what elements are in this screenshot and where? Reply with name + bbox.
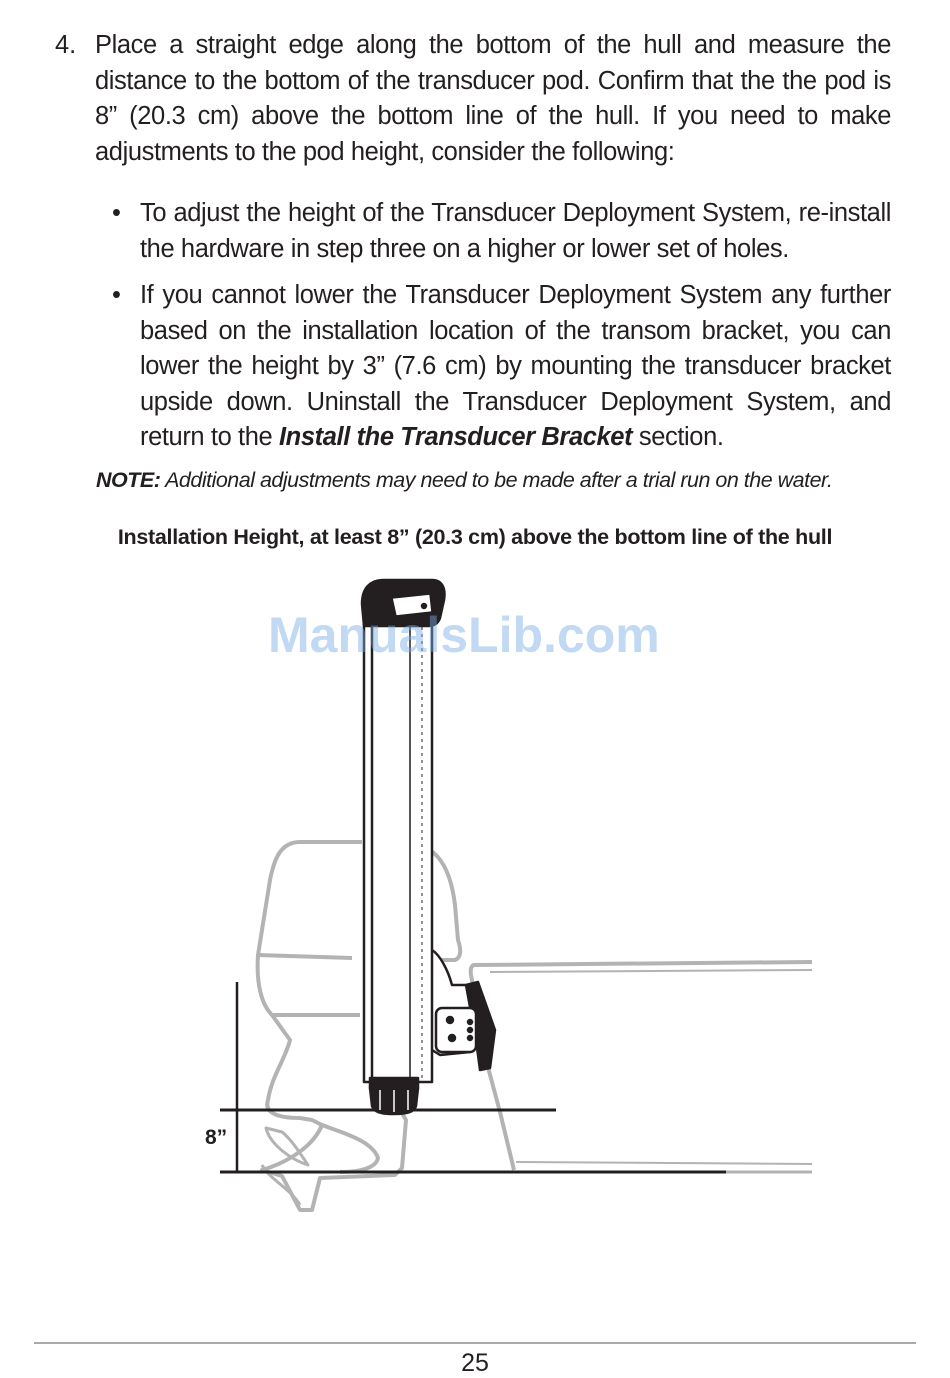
- note-label: NOTE:: [96, 468, 161, 492]
- dimension-label: 8”: [205, 1126, 228, 1149]
- note-text: Additional adjustments may need to be made after a trial run on the water.: [160, 468, 833, 492]
- bullet-icon: •: [112, 199, 121, 227]
- boat-hull-drawing: [471, 962, 812, 1172]
- bullet-tail: section.: [632, 423, 724, 451]
- step-4: [55, 28, 891, 170]
- note: [96, 465, 896, 495]
- step-text: Place a straight edge along the bottom of the hull and measure the distance to the bottom of the transducer pod. Confirm that the the pod is 8” (20.3 cm) above the bottom line of the hull. If you need to make adjustments to the pod height, consider the following:: [95, 31, 891, 166]
- bullet-text: To adjust the height of the Transducer Deployment System, re-install the hardware in step three on a higher or lower set of holes.: [140, 199, 891, 263]
- footer-divider: [34, 1342, 916, 1344]
- installation-illustration: [0, 560, 950, 1260]
- list-item: [112, 196, 891, 267]
- bullet-icon: •: [112, 281, 121, 309]
- bullet-text: If you cannot lower the Transducer Deployment System any further based on the installation location of the transom bracket, you can lower the height by 3” (7.6 cm) by mounting the transducer bracket upside down. Uninstall the Transducer Deployment System, and return to the: [140, 281, 891, 451]
- watermark: ManualsLib.com: [268, 607, 660, 663]
- page-number: 25: [461, 1349, 489, 1377]
- installation-height-figure: [0, 560, 950, 1260]
- step-number: 4.: [55, 31, 77, 59]
- figure-caption: Installation Height, at least 8” (20.3 cm) above the bottom line of the hull: [117, 525, 833, 549]
- section-reference: Install the Transducer Bracket: [279, 423, 633, 451]
- bullet-list: [112, 196, 891, 467]
- list-item: [112, 278, 891, 456]
